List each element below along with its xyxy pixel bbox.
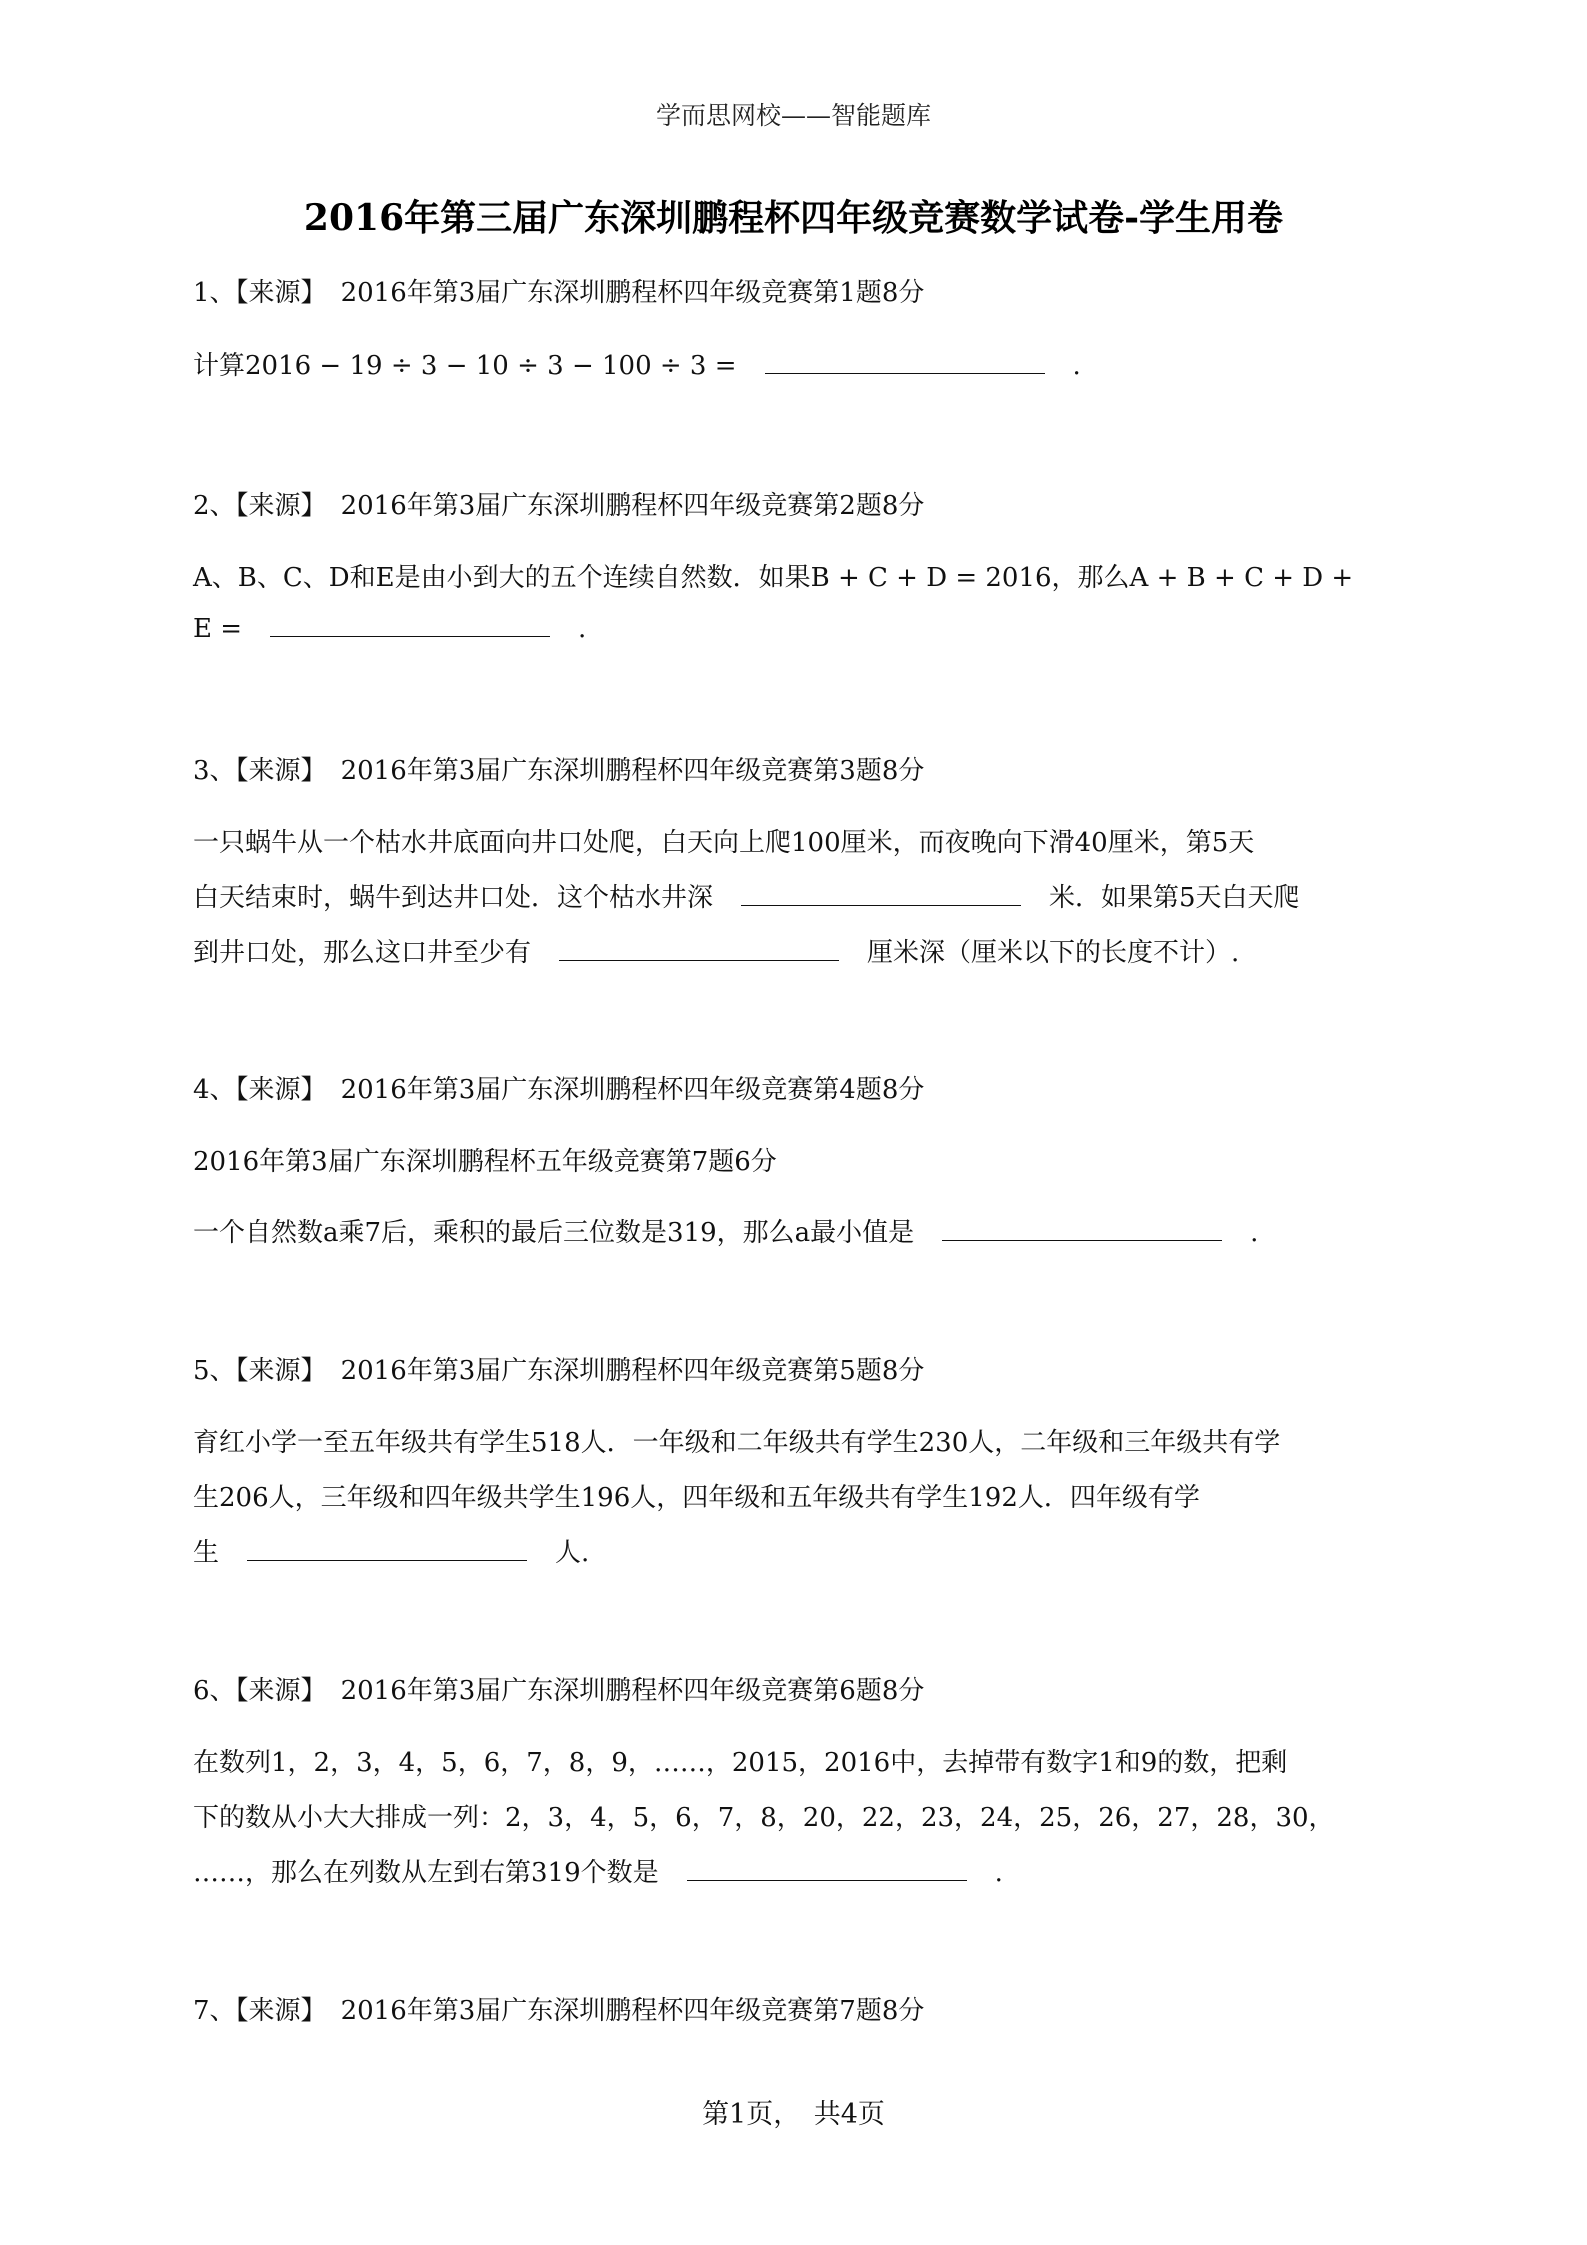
question-2-source <box>193 485 924 522</box>
question-5-source <box>193 1350 924 1387</box>
question-3-line-2 <box>193 877 1300 914</box>
question-text: 一个自然数a乘7后，乘积的最后三位数是319，那么a最小值是 <box>193 1218 915 1248</box>
question-number: 3、 <box>193 756 236 786</box>
question-4-source-2: 2016年第3届广东深圳鹏程杯五年级竞赛第7题6分 <box>193 1147 777 1177</box>
question-3-line-1 <box>193 822 1254 859</box>
question-text: 生206人，三年级和四年级共学生196人，四年级和五年级共有学生192人．四年级有学 <box>193 1483 1200 1513</box>
source-tag: 【来源】 <box>235 756 327 786</box>
source-tag: 【来源】 <box>235 278 327 308</box>
question-text: 在数列1，2，3，4，5，6，7，8，9，……，2015，2016中，去掉带有数字1和9的数，把剩 <box>193 1748 1288 1778</box>
question-2-line-1 <box>193 557 1353 594</box>
question-number: 6、 <box>193 1676 236 1706</box>
question-6-line-3 <box>193 1852 1003 1889</box>
question-text: 计算2016 − 19 ÷ 3 − 10 ÷ 3 − 100 ÷ 3 = <box>193 351 737 381</box>
question-text: 生 <box>193 1538 220 1568</box>
question-1-line <box>193 345 1081 382</box>
answer-blank[interactable] <box>270 612 550 637</box>
question-text: 白天结束时，蜗牛到达井口处．这个枯水井深 <box>193 883 714 913</box>
question-5-line-3 <box>193 1532 589 1569</box>
source-tag: 【来源】 <box>235 1996 327 2026</box>
question-text-end: 米．如果第5天白天爬 <box>1049 883 1300 913</box>
question-number: 7、 <box>193 1996 236 2026</box>
source-text: 2016年第3届广东深圳鹏程杯四年级竞赛第2题8分 <box>340 491 925 521</box>
question-text-end: . <box>1072 351 1081 381</box>
question-text: 育红小学一至五年级共有学生518人．一年级和二年级共有学生230人，二年级和三年级共有学 <box>193 1428 1281 1458</box>
source-tag: 【来源】 <box>235 1075 327 1105</box>
question-number: 2、 <box>193 491 236 521</box>
question-5-line-1 <box>193 1422 1280 1459</box>
source-tag: 【来源】 <box>235 1676 327 1706</box>
question-text-end: 厘米深（厘米以下的长度不计）. <box>867 938 1240 968</box>
question-3-source <box>193 750 924 787</box>
answer-blank[interactable] <box>247 1536 527 1561</box>
source-text: 2016年第3届广东深圳鹏程杯四年级竞赛第7题8分 <box>340 1996 925 2026</box>
question-text: 下的数从小大大排成一列：2，3，4，5，6，7，8，20，22，23，24，25，26，27，28，30， <box>193 1803 1335 1833</box>
question-6-line-2 <box>193 1797 1335 1834</box>
source-text: 2016年第3届广东深圳鹏程杯四年级竞赛第3题8分 <box>340 756 925 786</box>
question-number: 4、 <box>193 1075 236 1105</box>
question-4-line <box>193 1212 1258 1249</box>
source-tag: 【来源】 <box>235 1356 327 1386</box>
source-text: 2016年第3届广东深圳鹏程杯四年级竞赛第1题8分 <box>340 278 925 308</box>
question-6-line-1 <box>193 1742 1287 1779</box>
question-7-source <box>193 1990 924 2027</box>
question-number: 5、 <box>193 1356 236 1386</box>
question-5-line-2 <box>193 1477 1200 1514</box>
source-text: 2016年第3届广东深圳鹏程杯四年级竞赛第4题8分 <box>340 1075 925 1105</box>
question-text-end: . <box>1250 1218 1259 1248</box>
question-text: 一只蜗牛从一个枯水井底面向井口处爬，白天向上爬100厘米，而夜晚向下滑40厘米，第5天 <box>193 828 1255 858</box>
question-1-source <box>193 272 924 309</box>
answer-blank[interactable] <box>741 881 1021 906</box>
document-title: 2016年第三届广东深圳鹏程杯四年级竞赛数学试卷-学生用卷 <box>303 197 1284 239</box>
answer-blank[interactable] <box>765 349 1045 374</box>
question-number: 1、 <box>193 278 236 308</box>
page-footer: 第1页， 共4页 <box>702 2099 885 2130</box>
question-text-end: 人. <box>555 1538 590 1568</box>
question-text-end: . <box>994 1858 1003 1888</box>
question-2-line-2 <box>193 612 586 644</box>
source-tag: 【来源】 <box>235 491 327 521</box>
question-text: 到井口处，那么这口井至少有 <box>193 938 532 968</box>
question-text: E = <box>193 614 243 644</box>
answer-blank[interactable] <box>942 1216 1222 1241</box>
question-text-end: . <box>578 614 587 644</box>
question-text: ……，那么在列数从左到右第319个数是 <box>193 1858 659 1888</box>
question-6-source <box>193 1670 924 1707</box>
answer-blank[interactable] <box>687 1856 967 1881</box>
question-text: A、B、C、D和E是由小到大的五个连续自然数．如果B + C + D = 2016，那么A + B + C + D + <box>193 563 1354 593</box>
page-header: 学而思网校——智能题库 <box>655 101 931 130</box>
question-4-source <box>193 1069 924 1106</box>
answer-blank[interactable] <box>559 936 839 961</box>
source-text: 2016年第3届广东深圳鹏程杯四年级竞赛第6题8分 <box>340 1676 925 1706</box>
source-text: 2016年第3届广东深圳鹏程杯四年级竞赛第5题8分 <box>340 1356 925 1386</box>
question-3-line-3 <box>193 932 1239 969</box>
